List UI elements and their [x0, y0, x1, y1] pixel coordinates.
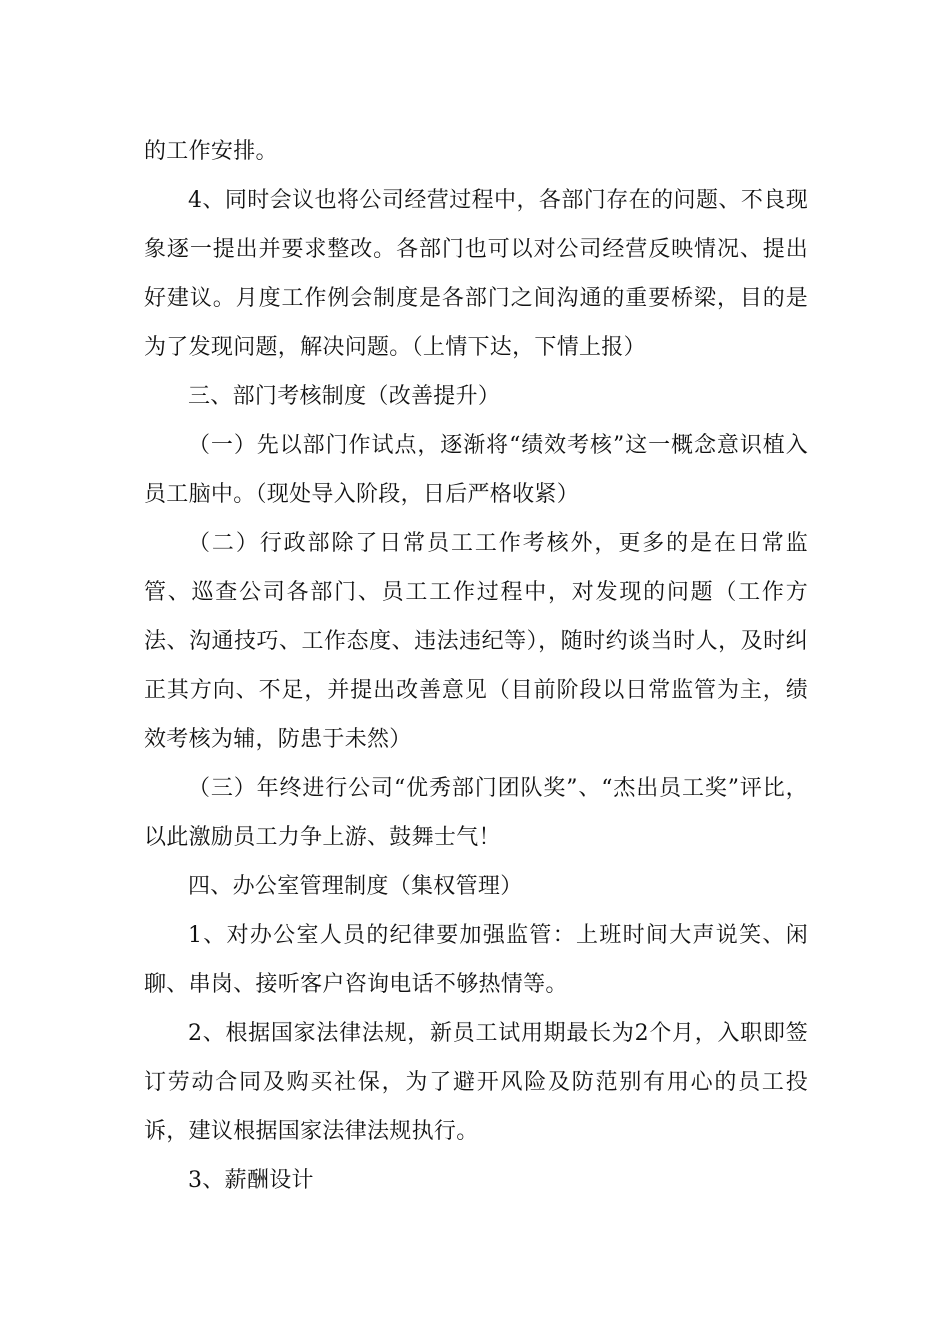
- section-heading-department-assessment: 三、部门考核制度（改善提升）: [188, 384, 501, 409]
- paragraph-probation-period: 2、根据国家法律法规，新员工试用期最长为2个月，入职即签订劳动合同及购买社保，为了避开风险及防范别有用心的员工投诉，建议根据国家法律法规执行。: [144, 1021, 808, 1144]
- paragraph-continuation: 的工作安排。: [144, 139, 278, 164]
- paragraph-assessment-pilot: （一）先以部门作试点，逐渐将“绩效考核”这一概念意识植入员工脑中。（现处导入阶段，日后严格收紧）: [144, 433, 808, 507]
- paragraph-admin-supervision: （二）行政部除了日常员工工作考核外，更多的是在日常监管、巡查公司各部门、员工工作过程中，对发现的问题（工作方法、沟通技巧、工作态度、违法违纪等），随时约谈当时人，及时纠正其方向、不足，并提出改善意见（目前阶段以日常监管为主，绩效考核为辅，防患于未然）: [144, 531, 808, 752]
- paragraph-office-discipline: 1、对办公室人员的纪律要加强监管：上班时间大声说笑、闲聊、串岗、接听客户咨询电话不够热情等。: [144, 923, 808, 997]
- paragraph-meeting-issues: 4、同时会议也将公司经营过程中，各部门存在的问题、不良现象逐一提出并要求整改。各部门也可以对公司经营反映情况、提出好建议。月度工作例会制度是各部门之间沟通的重要桥梁，目的是为了发现问题，解决问题。（上情下达，下情上报）: [144, 188, 808, 360]
- paragraph-salary-design: 3、薪酬设计: [188, 1168, 314, 1193]
- section-heading-office-management: 四、办公室管理制度（集权管理）: [188, 874, 523, 899]
- paragraph-year-end-awards: （三）年终进行公司“优秀部门团队奖”、“杰出员工奖”评比，以此激励员工力争上游、鼓舞士气！: [144, 776, 808, 850]
- document-body: [144, 127, 808, 1205]
